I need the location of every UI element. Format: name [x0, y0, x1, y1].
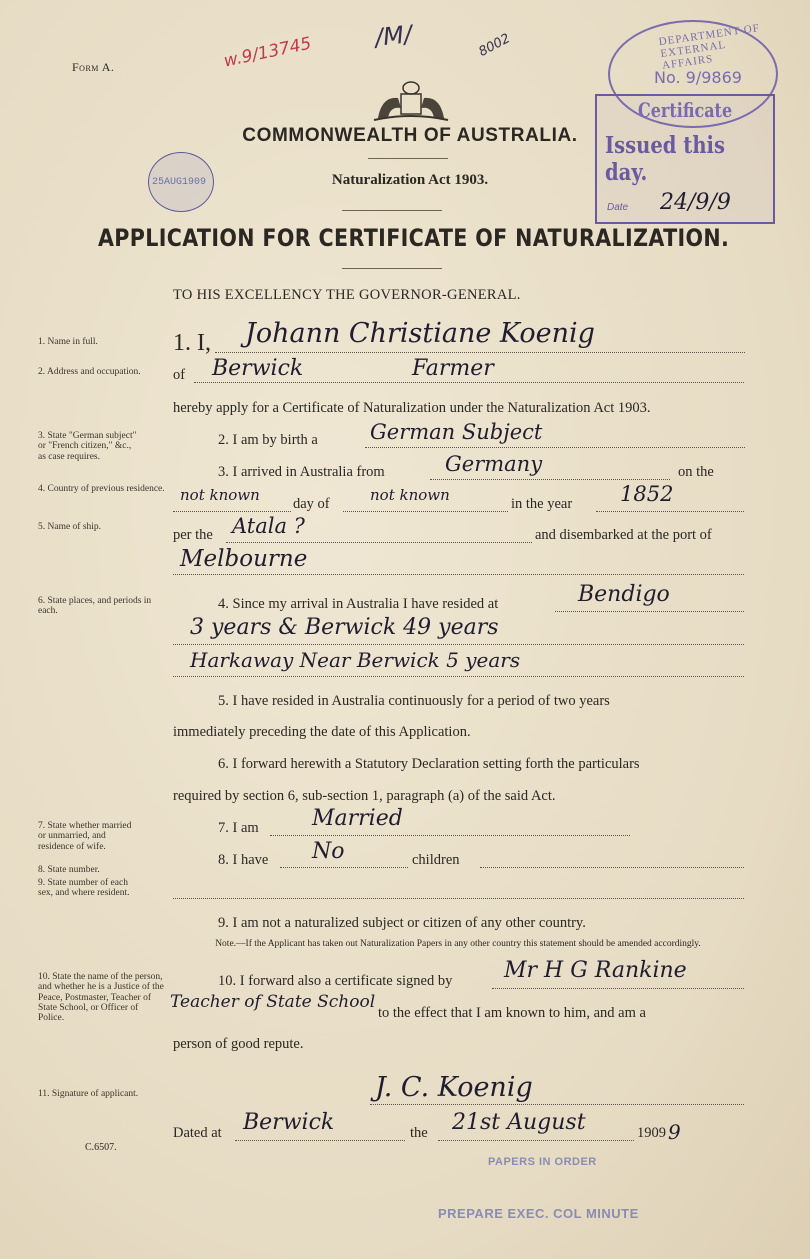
para-10c: person of good repute.: [173, 1036, 304, 1052]
ship-name: Atala ?: [232, 514, 305, 538]
day-line: [173, 511, 291, 512]
label-marital: 7. I am: [218, 820, 259, 836]
addressee: TO HIS EXCELLENCY THE GOVERNOR-GENERAL.: [173, 287, 521, 303]
papers-in-order-stamp: PAPERS IN ORDER: [488, 1156, 597, 1168]
dated-place-line: [235, 1140, 405, 1141]
margin-note-3: 3. State "German subject" or "French citizen," &c., as case requires.: [38, 431, 137, 462]
date-stamp: 25AUG1909: [148, 152, 214, 212]
resided-line-2: [173, 644, 744, 645]
birth-line: [365, 447, 745, 448]
para-9: 9. I am not a naturalized subject or citizen of any other country.: [218, 915, 586, 931]
label-of: of: [173, 367, 186, 383]
label-children: children: [412, 852, 460, 868]
pencil-reference: w.9/13745: [222, 33, 314, 72]
dated-day-line: [438, 1140, 634, 1141]
name-line: [215, 352, 745, 353]
birth-nationality: German Subject: [370, 420, 543, 444]
residence-2: 3 years & Berwick 49 years: [190, 615, 499, 640]
month-line: [343, 511, 508, 512]
year-line: [596, 511, 744, 512]
residence-3: Harkaway Near Berwick 5 years: [190, 648, 521, 672]
ink-number: 8002: [476, 31, 513, 60]
applicant-signature: J. C. Koenig: [375, 1072, 533, 1103]
arrival-year: 1852: [620, 482, 674, 506]
margin-note-10: 10. State the name of the person, and whether he is a Justice of the Peace, Postmaster, Teacher of State School, or Officer of Police.: [38, 972, 164, 1023]
department-ring-stamp: DEPARTMENT OF EXTERNAL AFFAIRS No. 9/9869 Certificate: [608, 20, 778, 128]
children-count: No: [312, 839, 345, 864]
applicant-name: Johann Christiane Koenig: [245, 318, 595, 349]
residence-1: Bendigo: [578, 582, 670, 607]
port-line: [173, 574, 744, 575]
country-from: Germany: [445, 452, 543, 476]
label-dated-at: Dated at: [173, 1125, 222, 1141]
children-detail-line-2: [173, 898, 744, 899]
dated-year-digit: 9: [668, 1120, 681, 1144]
label-children-count: 8. I have: [218, 852, 269, 868]
ship-line: [226, 542, 532, 543]
margin-note-5: 5. Name of ship.: [38, 522, 102, 532]
marital-status: Married: [312, 806, 403, 831]
act-divider: [342, 210, 442, 216]
address: Berwick: [212, 356, 304, 381]
application-title: APPLICATION FOR CERTIFICATE OF NATURALIZATION.: [97, 224, 730, 252]
para-10b: to the effect that I am known to him, and am a: [378, 1005, 646, 1021]
label-arrived: 3. I arrived in Australia from: [218, 464, 385, 480]
label-day-of: day of: [293, 496, 330, 512]
para-6b: required by section 6, sub-section 1, paragraph (a) of the said Act.: [173, 788, 556, 804]
signature-line: [370, 1104, 744, 1105]
issued-date: 24/9/9: [660, 190, 731, 215]
margin-note-2: 2. Address and occupation.: [38, 367, 141, 377]
dated-day: 21st August: [452, 1110, 586, 1135]
label-disembarked: and disembarked at the port of: [535, 527, 712, 543]
resided-line-3: [173, 676, 744, 677]
label-certificate-by: 10. I forward also a certificate signed by: [218, 973, 453, 989]
note: Note.—If the Applicant has taken out Naturalization Papers in any other country this statement should be amended accordingly.: [215, 939, 701, 949]
app-divider: [342, 268, 442, 274]
label-year: 1909: [637, 1125, 666, 1141]
document-title: COMMONWEALTH OF AUSTRALIA.: [242, 125, 578, 146]
arrival-day: not known: [180, 486, 260, 504]
margin-note-9: 9. State number of each sex, and where resident.: [38, 878, 130, 899]
margin-note-6: 6. State places, and periods in each.: [38, 596, 152, 617]
ink-mark: /M/: [373, 20, 414, 52]
dated-place: Berwick: [243, 1110, 335, 1135]
port-name: Melbourne: [180, 546, 308, 572]
label-per-the: per the: [173, 527, 213, 543]
label-i: 1. I,: [173, 330, 211, 356]
resided-line-1: [555, 611, 744, 612]
margin-note-8: 8. State number.: [38, 865, 100, 875]
arrival-month: not known: [370, 486, 450, 504]
margin-note-4: 4. Country of previous residence.: [38, 484, 165, 494]
issued-stamp: Issued this day. Date: [595, 94, 775, 224]
children-line: [280, 867, 408, 868]
children-detail-line: [480, 867, 744, 868]
para-6a: 6. I forward herewith a Statutory Declaration setting forth the particulars: [218, 756, 640, 772]
title-divider: [368, 158, 448, 164]
label-in-year: in the year: [511, 496, 573, 512]
arrived-line: [430, 479, 670, 480]
referee-title: Teacher of State School: [170, 992, 376, 1012]
referee-name: Mr H G Rankine: [504, 958, 687, 983]
para-5a: 5. I have resided in Australia continuously for a period of two years: [218, 693, 610, 709]
para-5b: immediately preceding the date of this Application.: [173, 724, 471, 740]
coat-of-arms-icon: [368, 78, 454, 124]
label-the: the: [410, 1125, 428, 1141]
form-code: C.6507.: [85, 1142, 117, 1153]
form-label: Form A.: [72, 60, 115, 74]
occupation: Farmer: [412, 356, 494, 381]
referee-line: [492, 988, 744, 989]
marital-line: [270, 835, 630, 836]
label-resided: 4. Since my arrival in Australia I have resided at: [218, 596, 499, 612]
prepare-minute-stamp: PREPARE EXEC. COL MINUTE: [438, 1206, 639, 1221]
act-name: Naturalization Act 1903.: [331, 172, 489, 188]
address-line: [194, 382, 744, 383]
margin-note-11: 11. Signature of applicant.: [38, 1089, 139, 1099]
label-birth: 2. I am by birth a: [218, 432, 318, 448]
apply-statement: hereby apply for a Certificate of Naturalization under the Naturalization Act 1903.: [173, 400, 651, 416]
label-on-the: on the: [678, 464, 714, 480]
margin-note-1: 1. Name in full.: [38, 337, 98, 347]
margin-note-7: 7. State whether married or unmarried, and residence of wife.: [38, 821, 132, 852]
